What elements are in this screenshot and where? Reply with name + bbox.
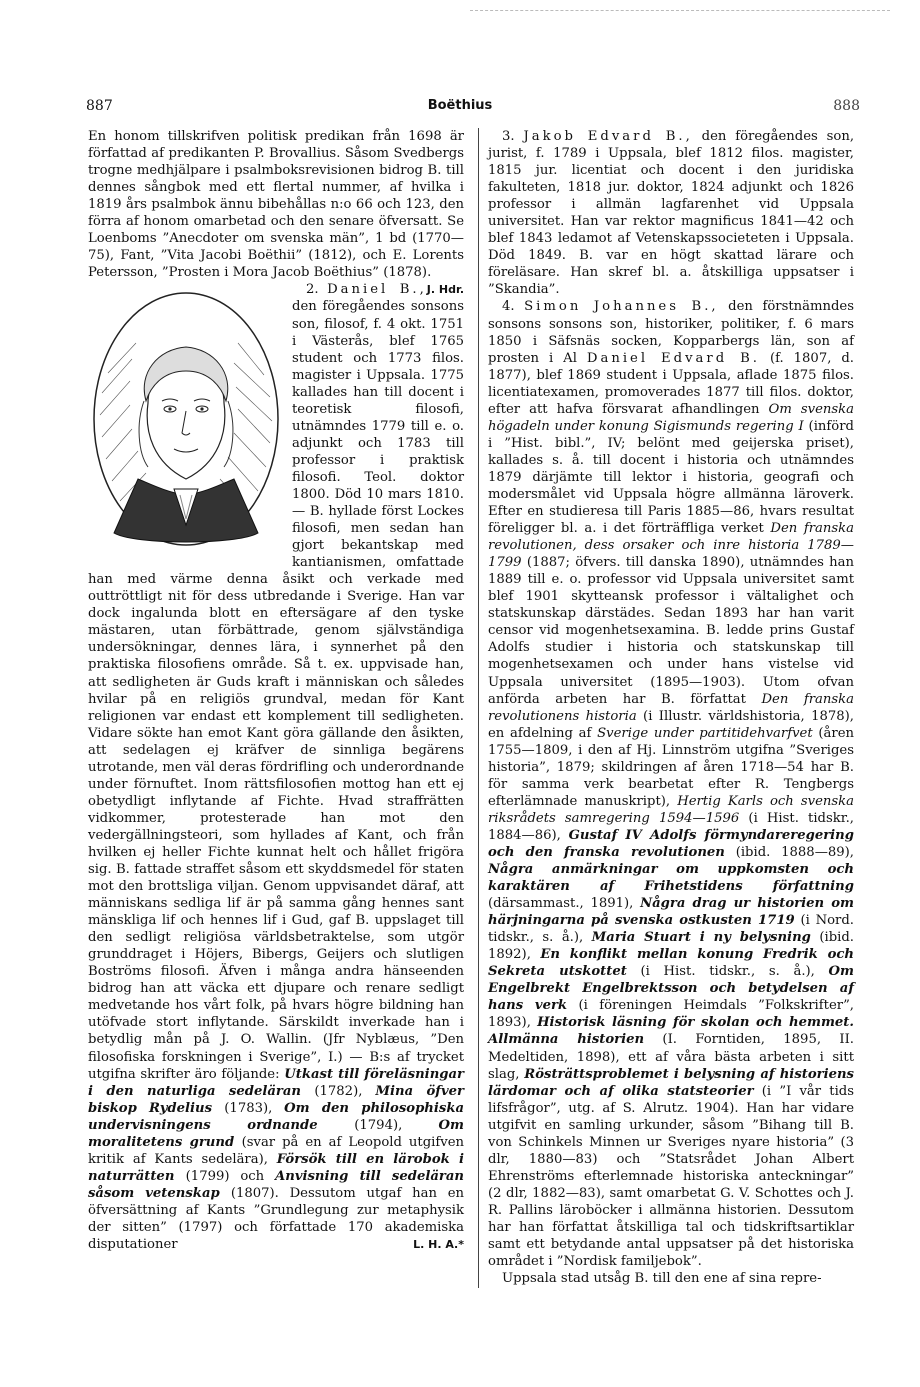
entry-jacob-continuation: En honom tillskrifven politisk predikan från 1698 är författad af predikanten P. Brovallius. Såsom Svedbergs trogne medhjälpare i psalmboksrevisionen bidrog B. till dennes sångbok med ett flertal nummer, af hvilka i 1819 års psalmbok ännu bibehållas n:o 66 och 123, den förra af honom omarbetad och den senare öfversatt. Se Loenboms ”Anecdoter om svenska män”, 1 bd (1770—75), Fant, ”Vita Jacobi Boëthii” (1812), och E. Lorents Petersson, ”Prosten i Mora Jacob Boëthius” (1878). J. Hdr. xyxy=(88,128,464,281)
work-title: Några anmärkningar om uppkomsten och karaktären af Frihetstidens författning xyxy=(488,862,854,895)
column-divider xyxy=(478,128,479,1288)
work-title: Om moralitetens grund xyxy=(88,1117,464,1150)
work-title: Några drag ur historien om härjningarna på svenska ostkusten 1719 xyxy=(488,896,854,929)
signature-lha: L. H. A.* xyxy=(413,1238,464,1252)
work-title: Hertig Karls och svenska riksrådets samregering 1594—1596 xyxy=(488,793,854,826)
work-title: Anvisning till sedeläran såsom vetenskap xyxy=(88,1168,464,1201)
work-title: Mina öfver biskop Rydelius xyxy=(88,1083,464,1116)
entry-jakob-edvard: 3. Jakob Edvard B., den föregåendes son, jurist, f. 1789 i Uppsala, blef 1812 filos. magister, 1815 jur. licentiat och docent i den juridiska fakulteten, 1818 jur. doktor, 1824 adjunkt och 1826 professor i allmän lagfarenhet vid Uppsala universitet. Han var rektor magnificus 1841—42 och blef 1843 ledamot af Vetenskapssocieteten i Uppsala. Död 1849. B. var en högt skattad lärare och föreläsare. Han skref bl. a. åtskilliga uppsatser i ”Skandia”. xyxy=(488,129,855,298)
entry-name-simon: Simon Johannes B., xyxy=(524,299,719,315)
left-column xyxy=(88,128,464,1253)
page-header xyxy=(0,98,920,118)
entry-simon-johannes: 4. Simon Johannes B., den förstnämndes sonsons sonsons son, historiker, politiker, f. 6 mars 1850 i Säfsnäs socken, Kopparbergs län, son af prosten i Al Daniel Edvard B. (f. 1807, d. 1877), blef 1869 student i Uppsala, aflade 1875 filos. licentiatexamen, promoverades 1877 till filos. doktor, efter att hafva försvarat afhandlingen Om svenska högadeln under konung Sigismunds regering I (införd i ”Hist. bibl.”, IV; belönt med geijerska priset), kallades s. å. till docent i historia och utnämndes 1879 därjämte till lektor i historia, geografi och modersmålet vid Uppsala högre allmänna läroverk. Efter en studieresa till Paris 1885—86, hvars resultat föreligger bl. a. i det förträffliga verket Den franska revolutionen, dess orsaker och inre historia 1789—1799 (1887; öfvers. till danska 1890), utnämndes han 1889 till e. o. professor vid Uppsala universitet samt blef 1901 skytteansk professor i vältalighet och statskunskap därstädes. Sedan 1893 har han varit censor vid mogenhetsexamina. B. ledde prins Gustaf Adolfs studier i historia och statskunskap till mogenhetsexamen och under hans vistelse vid Uppsala universitet (1895—1903). Utom ofvan anförda arbeten har B. författat Den franska revolutionens historia (i Illustr. världshistoria, 1878), en afdelning af Sverige under partitidehvarfvet (åren 1755—1809, i den af Hj. Linnström utgifna ”Sveriges historia”, 1879; skildringen af åren 1718—54 har B. för samma verk bearbetat efter R. Tengbergs efterlämnade manuskript), Hertig Karls och svenska riksrådets samregering 1594—1596 (i Hist. tidskr., 1884—86), Gustaf IV Adolfs förmyndareregering och den franska revolutionen (ibid. 1888—89), Några anmärkningar om uppkomsten och karaktären af Frihetstidens författning (därsammast., 1891), Några drag ur historien om härjningarna på svenska ostkusten 1719 (i Nord. tidskr., s. å.), Maria Stuart i ny belysning (ibid. 1892), En konflikt mellan konung Fredrik och Sekreta utskottet (i Hist. tidskr., s. å.), Om Engelbrekt Engelbrektsson och betydelsen af hans verk (i föreningen Heimdals ”Folkskrifter”, 1893), Historisk läsning för skolan och hemmet. Allmänna historien (I. Forntiden, 1895, II. Medeltiden, 1898), ett af våra bästa arbeten i sitt slag, Rösträttsproblemet i belysning af historiens lärdomar och af olika statsteorier (i ”I vår tids lifsfrågor”, utg. af S. Alrutz. 1904). Han har vidare utgifvit en samling urkunder, såsom ”Bihang till B. von Schinkels Minnen ur Sveriges nyare historia” (3 dlr, 1880—83) och ”Statsrådet Johan Albert Ehrenströms efterlemnade historiska anteckningar” (2 dlr, 1882—83), samt omarbetat G. V. Schottes och J. R. Pallins läroböcker i allmänna historien. Dessutom har han författat åtskilliga tal och tidskriftsartiklar samt ett betydande antal uppsatser på det historiska området i ”Nordisk familjebok”. xyxy=(488,299,855,1270)
portrait-daniel-boethius xyxy=(88,283,284,565)
work-title: Om den philosophiska undervisningens ordnande xyxy=(88,1100,464,1133)
entry-name-daniel: Daniel B., xyxy=(327,282,427,298)
work-title: Den franska revolutionens historia xyxy=(488,691,854,724)
work-title: Historisk läsning för skolan och hemmet. Allmänna historien xyxy=(488,1015,854,1048)
entry-uppsala-continuation: Uppsala stad utsåg B. till den ene af sina repre- xyxy=(502,1271,822,1287)
entry-name-jakob-edvard: Jakob Edvard B., xyxy=(523,129,693,144)
running-title: Boëthius xyxy=(427,98,493,113)
work-title: Rösträttsproblemet i belysning af historiens lärdomar och af olika statsteorier xyxy=(488,1066,854,1099)
entry-daniel: 2. Daniel B., den föregåendes sonsons son, filosof, f. 4 okt. 1751 i Västerås, blef 1765 student och 1773 filos. magister i Uppsala. 1775 kallades han till docent i teoretisk filosofi, utnämndes 1779 till e. o. adjunkt och 1783 till professor i praktisk filosofi. Teol. doktor 1800. Död 10 mars 1810. — B. hyllade först Lockes filosofi, men sedan han gjort bekantskap med kantianismen, omfattade han med värme denna åsikt och verkade med outtröttligt nit för dess utbredande i Sverige. Han var dock ingalunda blott en eftersägare af den tyske mästaren, utan förbättrade, genom självständiga undersökningar, dennes lära, i synnerhet på den praktiska filosofiens område. Så t. ex. uppvisade han, att sedligheten är Guds kraft i människan och således hvilar på en religiös grundval, medan för Kant religionen var endast ett komplement till sedligheten. Vidare sökte han emot Kant göra gällande den åsikten, att sedelagen ej kräfver de sinnliga begärens utrotande, men väl deras fördrifling och underordnande under förnuftet. Inom rättsfilosofien mottog han ett ej obetydligt inflytande af Fichte. Hvad straffrätten vidkommer, protesterade han mot den vedergällningsteori, som hyllades af Kant, och från hvilken ej heller Fichte kunnat helt och hållet frigöra sig. B. fattade straffet såsom ett skyddsmedel för staten mot den brottsliga viljan. Genom uppvisandet däraf, att människans sedliga lif är på samma gång hennes sant mänskliga lif och hennes lif i Gud, gaf B. uppslaget till den sedligt religiösa världsbetraktelse, som utgör grunddraget i Höjers, Bibergs, Geijers och slutligen Boströms filosofi. Äfven i många andra hänseenden bidrog han att väcka ett djupare och renare sedligt medvetande hos vårt folk, på hvars högre bildning han utöfvade stort inflytande. Särskildt inverkade han i betydlig mån på J. O. Wallin. (Jfr Nyblæus, ”Den filosofiska forskningen i Sverige”, I.) — B:s af trycket utgifna skrifter äro följande: Utkast till föreläsningar i den naturliga sedeläran (1782), Mina öfver biskop Rydelius (1783), Om den philosophiska undervisningens ordnande (1794), Om moralitetens grund (svar på en af Leopold utgifven kritik af Kants sedelära), Försök till en lärobok i naturrätten (1799) och Anvisning till sedeläran såsom vetenskap (1807). Dessutom utgaf han en öfversättning af Kants ”Grundlegung zur metaphysik der sitten” (1797) och författade 170 akademiska disputationer L. H. A.* xyxy=(88,282,464,1253)
portrait-engraving xyxy=(88,283,284,565)
work-title: Gustaf IV Adolfs förmyndareregering och den franska revolutionen xyxy=(488,827,854,860)
work-title: Den franska revolutionen, dess orsaker och inre historia 1789—1799 xyxy=(488,521,854,571)
right-page-number: 888 xyxy=(833,98,860,114)
work-title: Utkast till föreläsningar i den naturliga sedeläran xyxy=(88,1066,464,1099)
work-title: Om Engelbrekt Engelbrektsson och betydelsen af hans verk xyxy=(488,964,854,1014)
work-title: Försök till en lärobok i naturrätten xyxy=(88,1151,464,1184)
right-column xyxy=(488,128,854,1287)
left-page-number: 887 xyxy=(86,98,113,114)
signature-jhdr: J. Hdr. xyxy=(426,283,464,297)
top-scan-rule xyxy=(470,10,890,12)
work-title: Maria Stuart i ny belysning xyxy=(591,930,811,946)
work-title: Sverige under partitidehvarfvet xyxy=(597,725,813,741)
work-title: En konflikt mellan konung Fredrik och Sekreta utskottet xyxy=(488,947,854,980)
work-title: Om svenska högadeln under konung Sigismunds regering I xyxy=(488,401,854,434)
